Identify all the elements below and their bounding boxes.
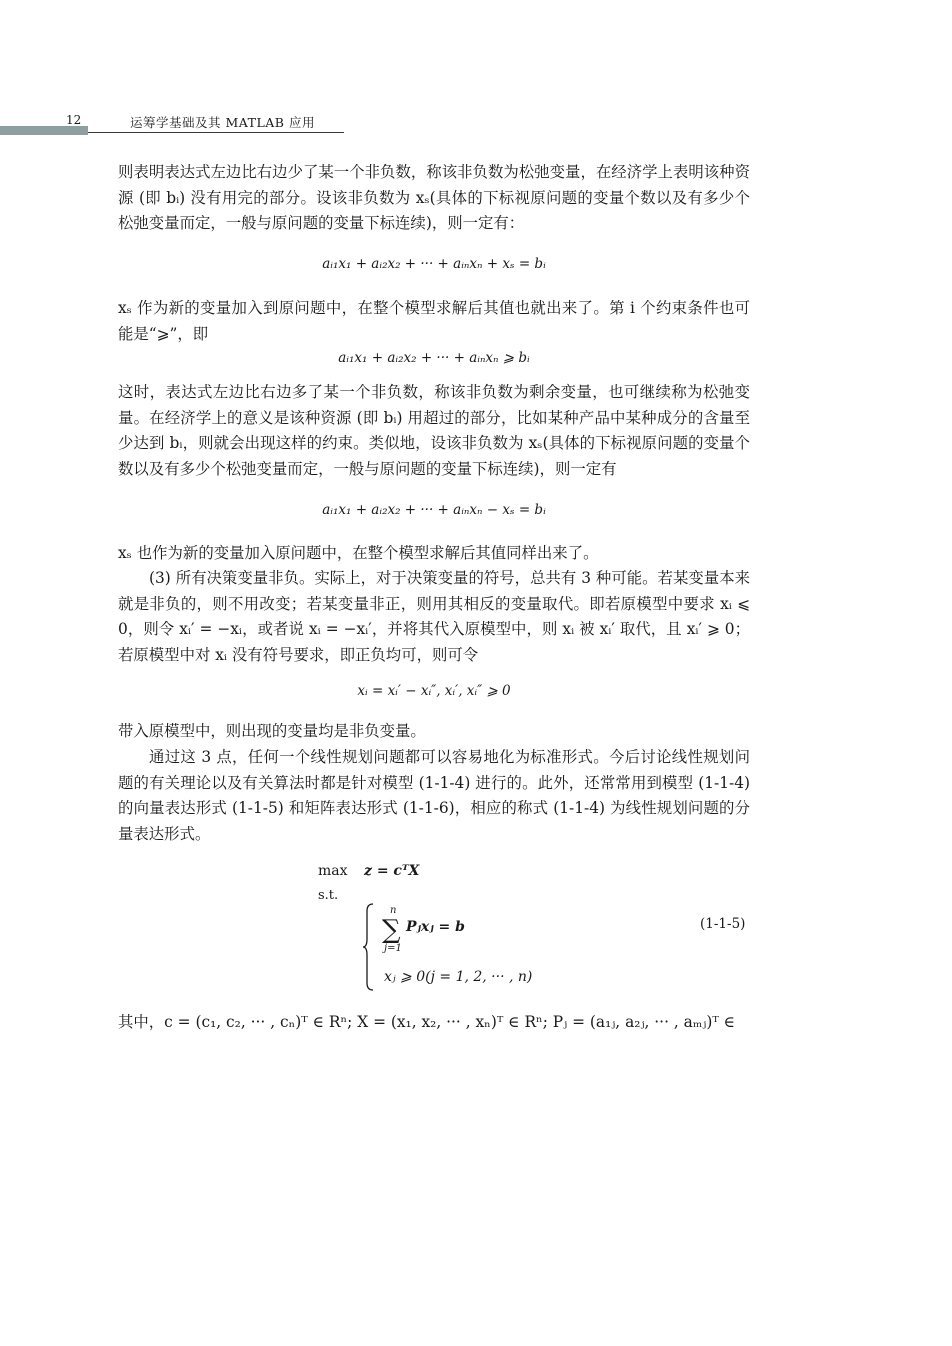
header-accent-bar <box>0 126 88 135</box>
constraint-system <box>362 903 562 998</box>
left-brace-icon <box>362 903 374 991</box>
equation-geq: aᵢ₁x₁ + aᵢ₂x₂ + ··· + aᵢₙxₙ ⩾ bᵢ <box>338 350 530 366</box>
paragraph-slack-variable: 则表明表达式左边比右边少了某一个非负数，称该非负数为松弛变量，在经济学上表明该种资源 (即 bᵢ) 没有用完的部分。设该非负数为 xₛ(具体的下标视原问题的变量个数以及有多少个松弛变量而定，一般与原问题的变量下标连续)，则一定有： <box>118 163 750 232</box>
objective-function: z = cᵀX <box>364 863 420 879</box>
equation-slack: aᵢ₁x₁ + aᵢ₂x₂ + ··· + aᵢₙxₙ + xₛ = bᵢ <box>322 256 546 272</box>
header-rule <box>88 132 344 133</box>
sum-constraint-expression: Pⱼxⱼ = b <box>406 919 465 935</box>
equation-free-variable: xᵢ = xᵢ′ − xᵢ″, xᵢ′, xᵢ″ ⩾ 0 <box>357 683 511 699</box>
paragraph-definitions: 其中，c = (c₁, c₂, ··· , cₙ)ᵀ ∈ Rⁿ; X = (x₁, x₂, ··· , xₙ)ᵀ ∈ Rⁿ; Pⱼ = (a₁ⱼ, a₂ⱼ, ··· , aₘⱼ)ᵀ ∈ <box>118 1013 736 1031</box>
paragraph-substitute: 带入原模型中，则出现的变量均是非负变量。 <box>118 722 426 740</box>
paragraph-nonnegative: (3) 所有决策变量非负。实际上，对于决策变量的符号，总共有 3 种可能。若某变量本来就是非负的，则不用改变；若某变量非正，则用其相反的变量取代。即若原模型中要求 xᵢ ⩽ 0，则令 xᵢ′ = −xᵢ，或者说 xᵢ = −xᵢ′，并将其代入原模型中，则 xᵢ 被 xᵢ′ 取代，且 xᵢ′ ⩾ 0；若原模型中对 xᵢ 没有符号要求，即正负均可，则可令 <box>118 569 750 664</box>
subject-to-label: s.t. <box>318 888 339 903</box>
sum-symbol: ∑ <box>382 915 401 945</box>
nonnegativity-constraint: xⱼ ⩾ 0(j = 1, 2, ··· , n) <box>384 969 533 985</box>
equation-surplus: aᵢ₁x₁ + aᵢ₂x₂ + ··· + aᵢₙxₙ − xₛ = bᵢ <box>322 502 546 518</box>
sum-lower-limit: j=1 <box>384 943 402 954</box>
max-label: max <box>318 863 348 879</box>
equation-number: (1-1-5) <box>700 916 746 932</box>
paragraph-geq-constraint: xₛ 作为新的变量加入到原问题中，在整个模型求解后其值也就出来了。第 i 个约束条件也可能是“⩾”，即 <box>118 299 750 343</box>
sum-upper-limit: n <box>390 905 397 916</box>
paragraph-surplus-result: xₛ 也作为新的变量加入原问题中，在整个模型求解后其值同样出来了。 <box>118 544 599 562</box>
running-title: 运筹学基础及其 MATLAB 应用 <box>130 115 315 130</box>
page-number: 12 <box>66 113 82 127</box>
paragraph-surplus-variable: 这时，表达式左边比右边多了某一个非负数，称该非负数为剩余变量，也可继续称为松弛变量。在经济学上的意义是该种资源 (即 bᵢ) 用超过的部分，比如某种产品中某种成分的含量至少达到 bᵢ，则就会出现这样的约束。类似地，设该非负数为 xₛ(具体的下标视原问题的变量个数以及有多少个松弛变量而定，一般与原问题的变量下标连续)，则一定有 <box>118 383 750 478</box>
paragraph-standard-form: 通过这 3 点，任何一个线性规划问题都可以容易地化为标准形式。今后讨论线性规划问题的有关理论以及有关算法时都是针对模型 (1-1-4) 进行的。此外，还常常用到模型 (1-1-4) 的向量表达形式 (1-1-5) 和矩阵表达形式 (1-1-6)，相应的称式 (1-1-4) 为线性规划问题的分量表达形式。 <box>118 748 750 843</box>
